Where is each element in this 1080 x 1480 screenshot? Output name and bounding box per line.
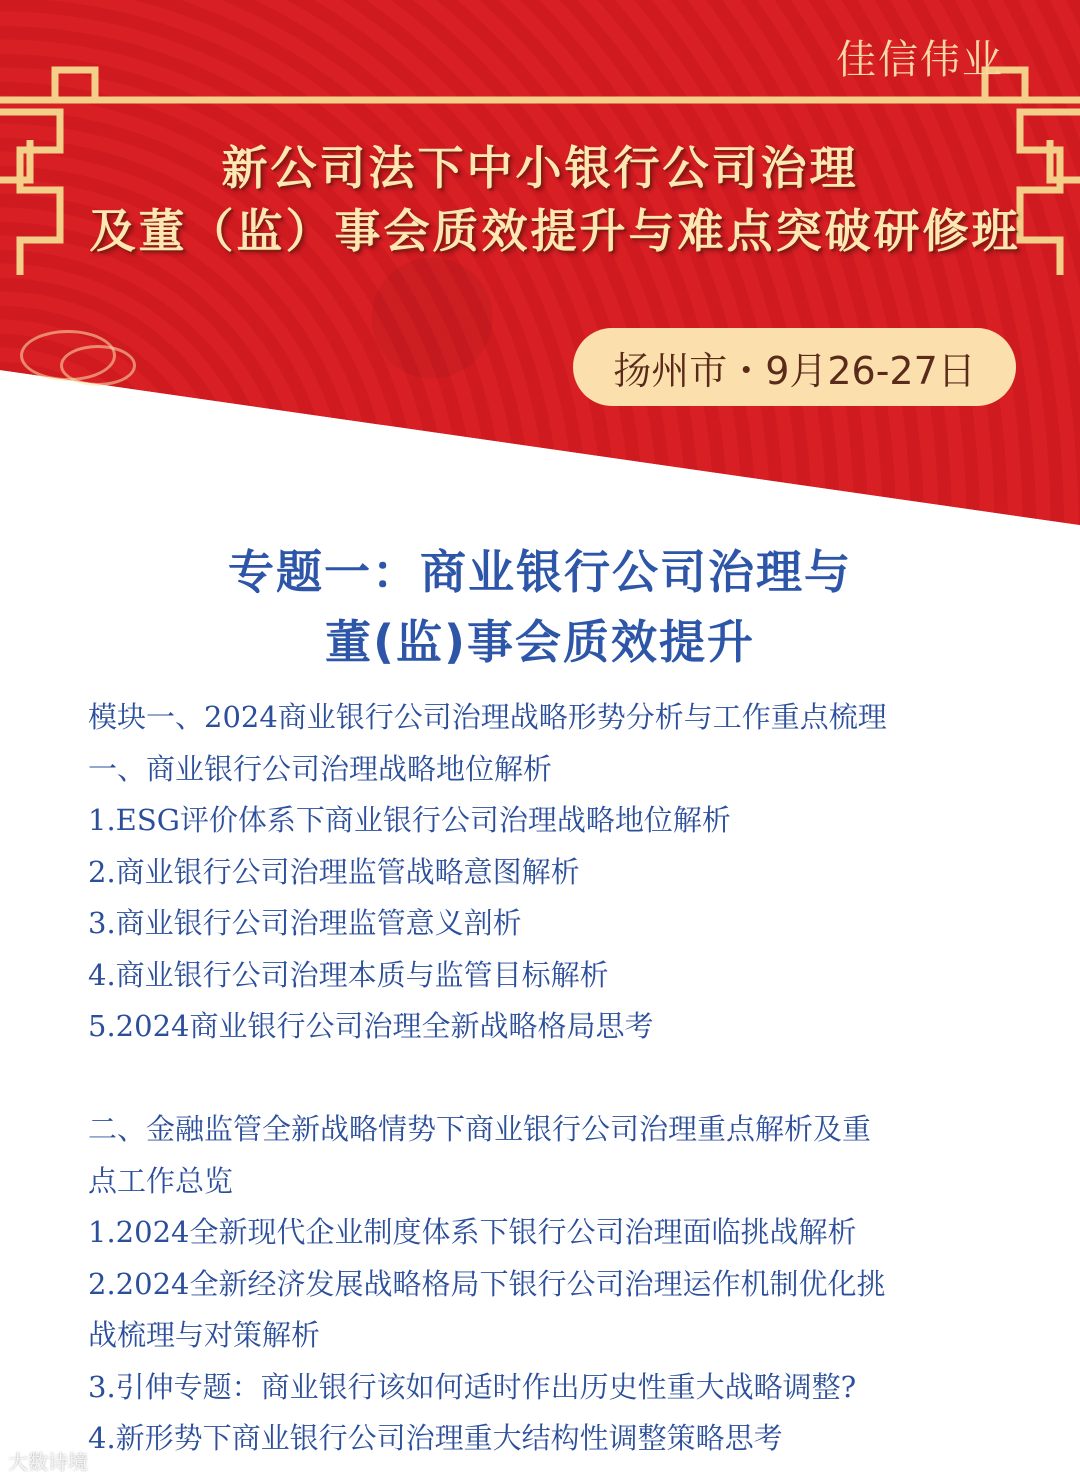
outline-line: 4.商业银行公司治理本质与监管目标解析 [88,957,609,992]
brand-name: 佳信伟业 [836,37,1004,83]
outline-line: 二、金融监管全新战略情势下商业银行公司治理重点解析及重 [88,1112,872,1146]
outline-line: 点工作总览 [88,1163,234,1198]
banner-title-line1: 新公司法下中小银行公司治理 [221,141,859,195]
outline-line: 5.2024商业银行公司治理全新战略格局思考 [88,1009,654,1043]
outline-line: 4.新形势下商业银行公司治理重大结构性调整策略思考 [88,1421,783,1455]
outline-line: 3.商业银行公司治理监管意义剖析 [88,906,522,940]
outline-line: 模块一、2024商业银行公司治理战略形势分析与工作重点梳理 [88,700,887,734]
cloud-decoration [60,345,136,386]
course-outline [88,692,993,1465]
outline-line: 战梳理与对策解析 [88,1318,321,1352]
outline-line: 2.2024全新经济发展战略格局下银行公司治理运作机制优化挑 [88,1266,886,1301]
banner-title-line2: 及董（监）事会质效提升与难点突破研修班 [89,204,1021,258]
section-title-line1: 专题一：商业银行公司治理与 [228,545,852,599]
outline-line: 1.2024全新现代企业制度体系下银行公司治理面临挑战解析 [88,1215,857,1249]
section-title-line2: 董(监)事会质效提升 [324,615,756,669]
outline-line: 3.引伸专题：商业银行该如何适时作出历史性重大战略调整? [88,1369,857,1404]
location-date-badge: 扬州市・9月26-27日 [573,328,1016,406]
spacer [88,1053,993,1105]
outline-line: 2.商业银行公司治理监管战略意图解析 [88,854,580,889]
outline-line: 一、商业银行公司治理战略地位解析 [88,751,553,786]
outline-line: 1.ESG评价体系下商业银行公司治理战略地位解析 [88,803,731,837]
watermark: 大数诗境 [8,1450,88,1474]
